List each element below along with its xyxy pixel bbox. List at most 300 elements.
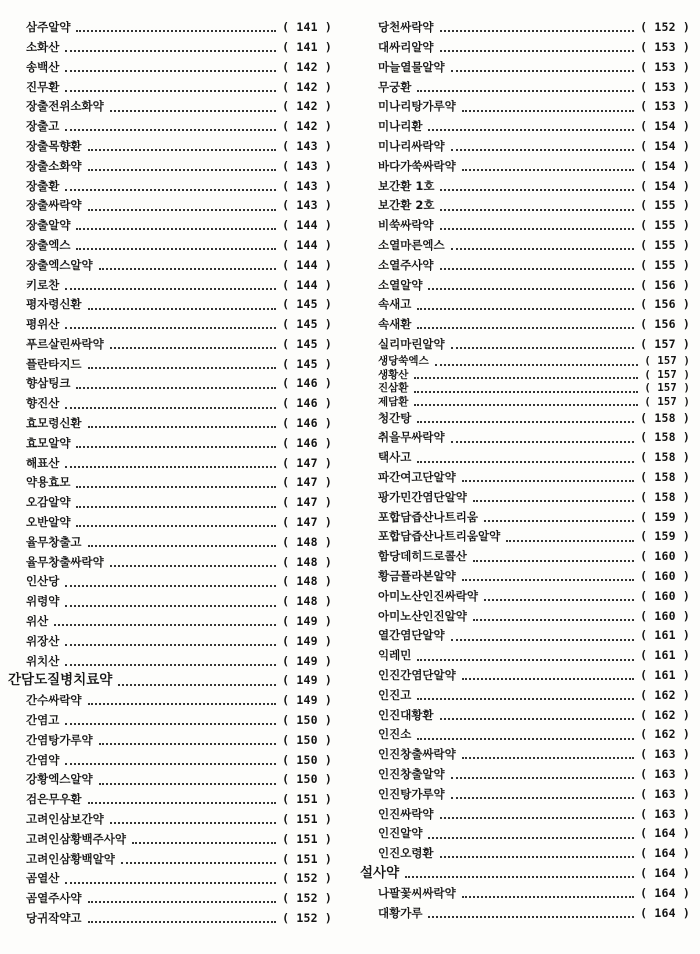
entry-name: 인진소 — [378, 727, 412, 742]
entry-page-number: ( 144 ) — [282, 218, 332, 233]
dot-leader — [54, 623, 276, 626]
entry-page-number: ( 142 ) — [282, 79, 332, 94]
entry-name: 약용효모 — [26, 475, 71, 490]
dot-leader — [110, 109, 276, 112]
dot-leader — [65, 465, 276, 468]
entry-page-number: ( 149 ) — [282, 693, 332, 708]
entry-name: 곰열주사약 — [26, 891, 82, 906]
entry-name: 실리마린알약 — [378, 336, 445, 351]
entry-page-number: ( 157 ) — [640, 336, 690, 351]
dot-leader — [88, 148, 277, 151]
entry-page-number: ( 154 ) — [640, 138, 690, 153]
dot-leader — [99, 267, 276, 270]
index-entry — [8, 414, 332, 434]
index-entry — [360, 587, 690, 607]
entry-name: 인진오령환 — [378, 846, 434, 861]
entry-page-number: ( 151 ) — [282, 812, 332, 827]
entry-name: 생황산 — [378, 368, 409, 381]
entry-name: 오감알약 — [26, 495, 71, 510]
index-entry — [8, 157, 332, 177]
dot-leader — [405, 875, 634, 878]
entry-name: 효모령신환 — [26, 416, 82, 431]
dot-leader — [473, 559, 634, 562]
index-entry — [360, 18, 690, 38]
entry-page-number: ( 152 ) — [282, 891, 332, 906]
entry-name: 설사약 — [360, 865, 400, 882]
entry-name: 플란타지드 — [26, 356, 82, 371]
dot-leader — [440, 29, 635, 32]
entry-name: 고려인삼황백주사약 — [26, 831, 126, 846]
entry-page-number: ( 149 ) — [282, 653, 332, 668]
index-entry — [8, 533, 332, 553]
entry-name: 무궁환 — [378, 79, 412, 94]
entry-name: 향진산 — [26, 396, 60, 411]
index-entry — [8, 632, 332, 652]
dot-leader — [99, 742, 276, 745]
entry-name: 장출전위소화약 — [26, 99, 104, 114]
entry-name: 진삼환 — [378, 382, 409, 395]
entry-name: 미나리싸락약 — [378, 138, 445, 153]
entry-page-number: ( 160 ) — [640, 588, 690, 603]
entry-page-number: ( 164 ) — [640, 826, 690, 841]
entry-name: 취을무싸락약 — [378, 430, 445, 445]
entry-page-number: ( 163 ) — [640, 747, 690, 762]
entry-page-number: ( 159 ) — [640, 509, 690, 524]
entry-page-number: ( 154 ) — [640, 158, 690, 173]
dot-leader — [428, 287, 634, 290]
dot-leader — [428, 836, 634, 839]
dot-leader — [451, 148, 634, 151]
entry-page-number: ( 155 ) — [640, 218, 690, 233]
dot-leader — [65, 881, 276, 884]
entry-page-number: ( 142 ) — [282, 99, 332, 114]
dot-leader — [121, 861, 276, 864]
index-entry — [8, 256, 332, 276]
entry-page-number: ( 161 ) — [640, 648, 690, 663]
entry-page-number: ( 150 ) — [282, 772, 332, 787]
entry-name: 장출엑스알약 — [26, 257, 93, 272]
index-entry — [8, 889, 332, 909]
entry-page-number: ( 148 ) — [282, 534, 332, 549]
dot-leader — [440, 267, 635, 270]
dot-leader — [76, 485, 276, 488]
entry-page-number: ( 153 ) — [640, 99, 690, 114]
dot-leader — [88, 702, 277, 705]
entry-page-number: ( 156 ) — [640, 277, 690, 292]
dot-leader — [462, 756, 634, 759]
entry-name: 아미노산인진알약 — [378, 608, 467, 623]
dot-leader — [88, 208, 277, 211]
entry-name: 속새고 — [378, 297, 412, 312]
entry-name: 비쑥싸락약 — [378, 218, 434, 233]
dot-leader — [88, 307, 277, 310]
entry-name: 키로찬 — [26, 277, 60, 292]
entry-name: 간염약 — [26, 752, 60, 767]
entry-page-number: ( 156 ) — [640, 317, 690, 332]
dot-leader — [76, 29, 276, 32]
dot-leader — [417, 658, 634, 661]
index-entry — [360, 117, 690, 137]
dot-leader — [110, 346, 276, 349]
index-entry — [360, 38, 690, 58]
dot-leader — [451, 796, 634, 799]
index-entry — [360, 903, 690, 923]
dot-leader — [440, 208, 634, 211]
entry-name: 푸르살린싸락약 — [26, 336, 104, 351]
entry-page-number: ( 153 ) — [640, 59, 690, 74]
entry-page-number: ( 158 ) — [640, 489, 690, 504]
entry-name: 소화산 — [26, 39, 60, 54]
dot-leader — [417, 307, 634, 310]
index-entry — [360, 256, 690, 276]
index-entry — [360, 785, 690, 805]
entry-page-number: ( 158 ) — [640, 450, 690, 465]
entry-name: 아미노산인진싸락약 — [378, 588, 478, 603]
index-entry — [8, 810, 332, 830]
dot-leader — [417, 420, 634, 423]
index-entry — [8, 572, 332, 592]
entry-name: 위산 — [26, 614, 49, 629]
entry-page-number: ( 157 ) — [644, 382, 690, 395]
entry-page-number: ( 145 ) — [282, 336, 332, 351]
dot-leader — [76, 247, 276, 250]
entry-name: 마늘열물알약 — [378, 59, 445, 74]
index-entry — [360, 508, 690, 528]
entry-name: 율무창출고 — [26, 534, 82, 549]
entry-page-number: ( 143 ) — [282, 178, 332, 193]
index-entry — [360, 236, 690, 256]
dot-leader — [88, 801, 277, 804]
entry-name: 진무환 — [26, 79, 60, 94]
dot-leader — [484, 519, 634, 522]
entry-page-number: ( 149 ) — [282, 633, 332, 648]
index-entry — [360, 368, 690, 382]
entry-name: 인진간염단알약 — [378, 668, 456, 683]
entry-page-number: ( 161 ) — [640, 628, 690, 643]
entry-page-number: ( 141 ) — [282, 39, 332, 54]
entry-name: 청간탕 — [378, 410, 412, 425]
dot-leader — [451, 440, 634, 443]
dot-leader — [65, 287, 276, 290]
index-entry — [8, 493, 332, 513]
entry-name: 미나리환 — [378, 119, 423, 134]
entry-name: 포합담즙산나트리움 — [378, 509, 478, 524]
index-entry — [8, 18, 332, 38]
entry-page-number: ( 143 ) — [282, 158, 332, 173]
index-entry — [360, 567, 690, 587]
index-entry — [360, 275, 690, 295]
entry-name: 소열주사약 — [378, 257, 434, 272]
index-entry — [8, 275, 332, 295]
entry-page-number: ( 144 ) — [282, 237, 332, 252]
index-entry — [8, 374, 332, 394]
entry-page-number: ( 153 ) — [640, 39, 690, 54]
dot-leader — [473, 618, 634, 621]
entry-name: 나팔꽃씨싸락약 — [378, 885, 456, 900]
entry-name: 택사고 — [378, 450, 412, 465]
entry-name: 속새환 — [378, 317, 412, 332]
entry-page-number: ( 154 ) — [640, 119, 690, 134]
entry-name: 곰열산 — [26, 871, 60, 886]
index-entry — [8, 236, 332, 256]
dot-leader — [76, 386, 276, 389]
index-entry — [8, 830, 332, 850]
entry-page-number: ( 152 ) — [640, 20, 690, 35]
dot-leader — [451, 776, 634, 779]
dot-leader — [462, 677, 634, 680]
entry-page-number: ( 162 ) — [640, 687, 690, 702]
entry-page-number: ( 164 ) — [640, 846, 690, 861]
index-entry — [8, 77, 332, 97]
index-entry — [360, 527, 690, 547]
dot-leader — [88, 168, 277, 171]
index-entry — [8, 335, 332, 355]
entry-page-number: ( 164 ) — [640, 866, 690, 881]
index-entry — [360, 804, 690, 824]
index-entry — [8, 216, 332, 236]
entry-page-number: ( 151 ) — [282, 851, 332, 866]
dot-leader — [88, 900, 277, 903]
dot-leader — [440, 855, 635, 858]
dot-leader — [462, 109, 634, 112]
entry-page-number: ( 157 ) — [644, 395, 690, 408]
index-entry — [360, 295, 690, 315]
entry-name: 장출알약 — [26, 218, 71, 233]
entry-name: 간수싸락약 — [26, 693, 82, 708]
index-entry — [360, 395, 690, 409]
dot-leader — [462, 895, 634, 898]
index-entry — [360, 765, 690, 785]
index-entry — [8, 790, 332, 810]
dot-leader — [65, 406, 276, 409]
index-entry — [8, 394, 332, 414]
dot-leader — [417, 737, 634, 740]
entry-page-number: ( 142 ) — [282, 59, 332, 74]
dot-leader — [88, 544, 277, 547]
index-entry — [360, 157, 690, 177]
entry-name: 강황엑스알약 — [26, 772, 93, 787]
entry-page-number: ( 158 ) — [640, 410, 690, 425]
entry-page-number: ( 143 ) — [282, 138, 332, 153]
index-entry — [360, 428, 690, 448]
entry-name: 팡가민간염단알약 — [378, 489, 467, 504]
index-entry — [360, 77, 690, 97]
dot-leader — [440, 816, 635, 819]
index-entry — [360, 409, 690, 429]
dot-leader — [65, 69, 276, 72]
entry-name: 당천싸락약 — [378, 20, 434, 35]
entry-page-number: ( 150 ) — [282, 732, 332, 747]
index-entry — [8, 691, 332, 711]
dot-leader — [417, 460, 634, 463]
entry-name: 익레민 — [378, 648, 412, 663]
entry-name: 삼주알약 — [26, 20, 71, 35]
dot-leader — [428, 128, 634, 131]
dot-leader — [440, 49, 635, 52]
index-column-right — [360, 18, 690, 923]
entry-name: 장출목향환 — [26, 138, 82, 153]
dot-leader — [110, 821, 276, 824]
dot-leader — [76, 227, 276, 230]
index-entry — [8, 473, 332, 493]
dot-leader — [417, 697, 634, 700]
dot-leader — [440, 227, 635, 230]
index-entry — [8, 434, 332, 454]
index-entry — [8, 117, 332, 137]
index-entry — [8, 652, 332, 672]
entry-name: 장출싸락약 — [26, 198, 82, 213]
index-entry — [8, 612, 332, 632]
entry-page-number: ( 152 ) — [282, 911, 332, 925]
entry-name: 함당데히드로콜산 — [378, 549, 467, 564]
dot-leader — [65, 89, 276, 92]
entry-name: 고려인삼보간약 — [26, 812, 104, 827]
entry-page-number: ( 153 ) — [640, 79, 690, 94]
dot-leader — [76, 445, 276, 448]
entry-name: 향삼팅크 — [26, 376, 71, 391]
index-entry — [8, 137, 332, 157]
entry-name: 해표산 — [26, 455, 60, 470]
dot-leader — [451, 638, 634, 641]
entry-page-number: ( 163 ) — [640, 767, 690, 782]
entry-page-number: ( 147 ) — [282, 515, 332, 530]
entry-name: 인진고 — [378, 687, 412, 702]
entry-name: 장출소화약 — [26, 158, 82, 173]
entry-name: 인진알약 — [378, 826, 423, 841]
index-entry — [8, 592, 332, 612]
index-entry — [8, 750, 332, 770]
entry-name: 간담도질병치료약 — [8, 672, 113, 689]
entry-name: 인진싸락약 — [378, 806, 434, 821]
entry-page-number: ( 146 ) — [282, 396, 332, 411]
entry-page-number: ( 150 ) — [282, 713, 332, 728]
entry-page-number: ( 157 ) — [644, 368, 690, 381]
dot-leader — [462, 168, 634, 171]
entry-name: 장출엑스 — [26, 237, 71, 252]
index-entry — [8, 315, 332, 335]
dot-leader — [76, 505, 276, 508]
index-entry — [8, 58, 332, 78]
entry-name: 위령약 — [26, 594, 60, 609]
dot-leader — [462, 578, 634, 581]
entry-page-number: ( 164 ) — [640, 905, 690, 920]
dot-leader — [65, 584, 276, 587]
entry-page-number: ( 147 ) — [282, 495, 332, 510]
entry-name: 당귀작약고 — [26, 911, 82, 925]
entry-name: 고려인삼황백알약 — [26, 851, 115, 866]
index-section-heading — [360, 864, 690, 884]
dot-leader — [65, 188, 276, 191]
index-entry — [8, 513, 332, 533]
index-entry — [8, 97, 332, 117]
entry-page-number: ( 142 ) — [282, 119, 332, 134]
entry-name: 위장산 — [26, 633, 60, 648]
index-entry — [360, 137, 690, 157]
dot-leader — [473, 499, 634, 502]
index-entry — [360, 58, 690, 78]
entry-page-number: ( 154 ) — [640, 178, 690, 193]
entry-page-number: ( 145 ) — [282, 356, 332, 371]
dot-leader — [65, 762, 276, 765]
entry-name: 인진탕가루약 — [378, 786, 445, 801]
entry-page-number: ( 147 ) — [282, 475, 332, 490]
entry-page-number: ( 151 ) — [282, 792, 332, 807]
dot-leader — [451, 346, 634, 349]
index-entry — [8, 38, 332, 58]
entry-name: 바다가쑥싸락약 — [378, 158, 456, 173]
entry-name: 평위산 — [26, 317, 60, 332]
dot-leader — [414, 376, 638, 379]
entry-name: 파간여고단알약 — [378, 470, 456, 485]
index-entry — [360, 844, 690, 864]
dot-leader — [88, 920, 277, 923]
dot-leader — [65, 604, 276, 607]
index-entry — [360, 315, 690, 335]
entry-page-number: ( 145 ) — [282, 297, 332, 312]
dot-leader — [76, 524, 276, 527]
index-entry — [8, 295, 332, 315]
entry-name: 보간환 2호 — [378, 198, 435, 213]
entry-page-number: ( 162 ) — [640, 707, 690, 722]
entry-page-number: ( 158 ) — [640, 470, 690, 485]
dot-leader — [65, 49, 276, 52]
entry-name: 간염탕가루약 — [26, 732, 93, 747]
dot-leader — [417, 89, 634, 92]
index-entry — [360, 884, 690, 904]
index-entry — [360, 824, 690, 844]
dot-leader — [132, 841, 276, 844]
index-entry — [8, 909, 332, 929]
entry-page-number: ( 146 ) — [282, 435, 332, 450]
index-entry — [8, 770, 332, 790]
entry-name: 황금플라본알약 — [378, 569, 456, 584]
entry-name: 포합담즙산나트리움알약 — [378, 529, 501, 544]
entry-page-number: ( 148 ) — [282, 554, 332, 569]
entry-page-number: ( 152 ) — [282, 871, 332, 886]
entry-page-number: ( 146 ) — [282, 416, 332, 431]
entry-name: 인진창출알약 — [378, 767, 445, 782]
index-column-left — [8, 18, 332, 929]
entry-page-number: ( 160 ) — [640, 549, 690, 564]
dot-leader — [65, 643, 276, 646]
dot-leader — [417, 326, 634, 329]
index-entry — [8, 176, 332, 196]
entry-name: 미나리탕가루약 — [378, 99, 456, 114]
entry-page-number: ( 144 ) — [282, 257, 332, 272]
entry-name: 평자령신환 — [26, 297, 82, 312]
dot-leader — [435, 363, 639, 366]
dot-leader — [451, 247, 634, 250]
entry-page-number: ( 160 ) — [640, 569, 690, 584]
entry-page-number: ( 157 ) — [644, 355, 690, 368]
entry-page-number: ( 150 ) — [282, 752, 332, 767]
dot-leader — [99, 782, 276, 785]
entry-page-number: ( 146 ) — [282, 376, 332, 391]
entry-page-number: ( 143 ) — [282, 198, 332, 213]
entry-name: 율무창출싸락약 — [26, 554, 104, 569]
entry-page-number: ( 149 ) — [282, 614, 332, 629]
index-entry — [360, 607, 690, 627]
entry-name: 송백산 — [26, 59, 60, 74]
entry-page-number: ( 149 ) — [282, 673, 332, 688]
entry-name: 장출고 — [26, 119, 60, 134]
dot-leader — [88, 366, 277, 369]
entry-name: 인산당 — [26, 574, 60, 589]
entry-page-number: ( 144 ) — [282, 277, 332, 292]
dot-leader — [65, 326, 276, 329]
dot-leader — [414, 390, 638, 393]
entry-name: 열간염단알약 — [378, 628, 445, 643]
